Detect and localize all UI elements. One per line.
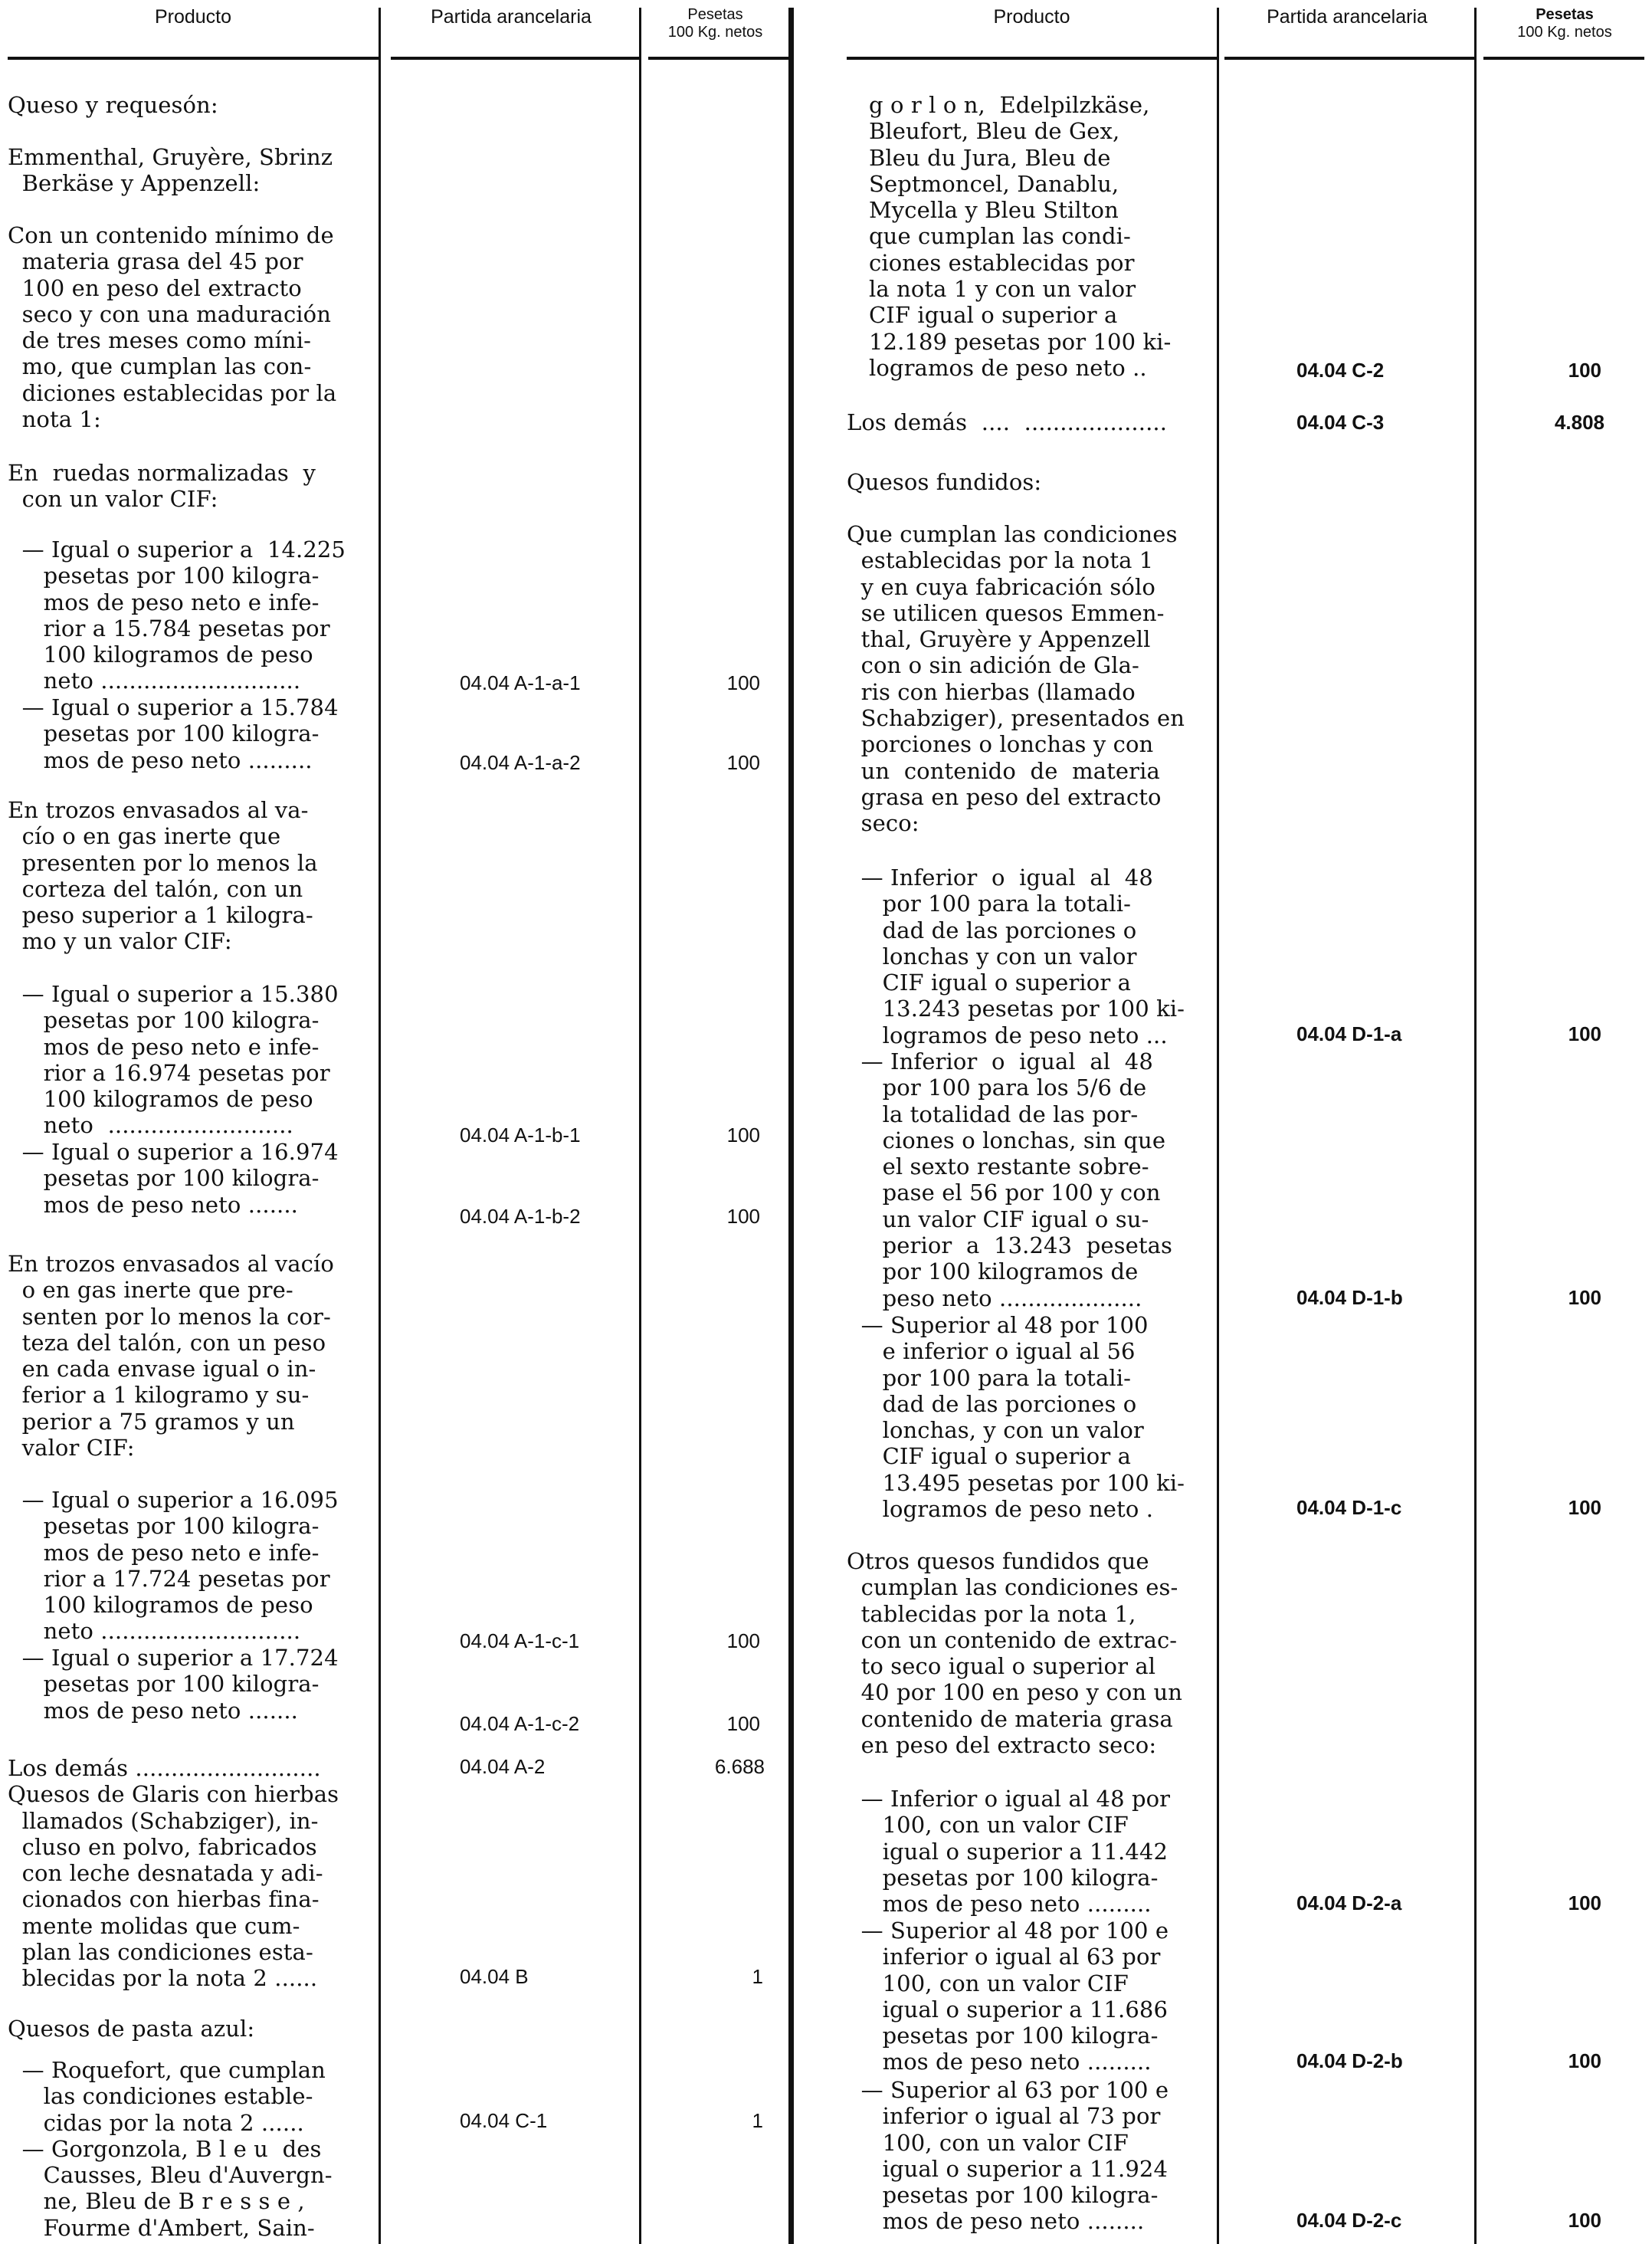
header-rule-3 xyxy=(648,57,788,60)
product-text: g o r l o n, Edelpilzkäse, Bleufort, Bleu de Gex, Bleu du Jura, Bleu de Septmoncel, Danablu, Mycella y Bleu Stilton que cumplan las condi- ciones establecidas por la nota 1 y con un valor CIF igual o superior a 12.189 pesetas por 100 ki- logramos de peso neto .. xyxy=(869,92,1172,381)
partida-code: 04.04 C-3 xyxy=(1296,411,1385,434)
partida-code: 04.04 A-1-b-1 xyxy=(460,1124,581,1147)
pesetas-value: 100 xyxy=(726,1124,760,1147)
header-producto-right: Producto xyxy=(993,6,1070,28)
header-rule-2 xyxy=(391,57,639,60)
product-text: — Superior al 48 por 100 e inferior o igual al 63 por 100, con un valor CIF igual o superior a 11.686 pesetas por 100 kilogra- mos de peso neto ......... xyxy=(860,1918,1169,2075)
partida-code: 04.04 B xyxy=(460,1965,529,1988)
header-kg-label: 100 Kg. netos xyxy=(1517,24,1612,41)
product-text: — Inferior o igual al 48 por 100 para la totali- dad de las porciones o lonchas y con un valor CIF igual o superior a 13.243 pesetas por 100 ki- logramos de peso neto ... xyxy=(860,864,1185,1048)
product-text: — Superior al 48 por 100 e inferior o igual al 56 por 100 para la totali- dad de las porciones o lonchas, y con un valor CIF igual o superior a 13.495 pesetas por 100 ki- logramos de peso neto . xyxy=(860,1312,1185,1523)
product-text: Quesos de pasta azul: xyxy=(8,2016,255,2042)
pesetas-value: 100 xyxy=(726,1629,760,1652)
rule-right-product xyxy=(1217,8,1219,2244)
rule-left-product xyxy=(379,8,381,2244)
pesetas-value: 100 xyxy=(1568,2049,1601,2072)
pesetas-value: 100 xyxy=(1568,359,1601,382)
product-text: Quesos fundidos: xyxy=(847,469,1042,495)
product-text: Los demás .... .................... xyxy=(847,409,1168,435)
partida-code: 04.04 A-1-c-2 xyxy=(460,1712,580,1735)
product-text: — Inferior o igual al 48 por 100 para los 5/6 de la totalidad de las por- ciones o lonchas, sin que el sexto restante sobre- pase el 56 por 100 y con un valor CIF igual o su- perior a 13.243 pesetas por 100 kilogramos de peso neto .................... xyxy=(860,1048,1173,1311)
product-text: En trozos envasados al va- cío o en gas inerte que presenten por lo menos la corteza del talón, con un peso superior a 1 kilogra- mo y un valor CIF: xyxy=(8,797,318,955)
pesetas-value: 4.808 xyxy=(1554,411,1604,434)
product-text: — Roquefort, que cumplan las condiciones estable- cidas por la nota 2 ...... — Gorgonzola, B l e u des Causses, Bleu d'Auvergn- ne, Bleu de B r e s s e , Fourme d'Ambert, Sain- xyxy=(21,2057,333,2241)
pesetas-value: 100 xyxy=(1568,1022,1601,1045)
header-partida-left: Partida arancelaria xyxy=(431,6,592,28)
partida-code: 04.04 D-2-c xyxy=(1296,2209,1402,2232)
pesetas-value: 100 xyxy=(1568,1891,1601,1914)
product-text: Los demás .......................... Quesos de Glaris con hierbas llamados (Schabziger), in- cluso en polvo, fabricados con leche desnatada y adi- cionados con hierbas fina- mente molidas que cum- plan las condiciones esta- blecidas por la nota 2 ...... xyxy=(8,1755,339,1992)
product-text: — Igual o superior a 17.724 pesetas por 100 kilogra- mos de peso neto ....... xyxy=(21,1645,339,1724)
product-text: Emmenthal, Gruyère, Sbrinz Berkäse y Appenzell: xyxy=(8,144,333,197)
header-rule-6 xyxy=(1483,57,1644,60)
pesetas-value: 100 xyxy=(1568,2209,1601,2232)
partida-code: 04.04 A-1-a-2 xyxy=(460,751,581,774)
pesetas-value: 100 xyxy=(1568,1286,1601,1309)
product-text: — Igual o superior a 14.225 pesetas por 100 kilogra- mos de peso neto e infe- rior a 15.784 pesetas por 100 kilogramos de peso neto ............................ xyxy=(21,536,346,694)
partida-code: 04.04 A-1-b-2 xyxy=(460,1205,581,1228)
header-pesetas-label: Pesetas xyxy=(687,6,743,23)
product-text: Con un contenido mínimo de materia grasa del 45 por 100 en peso del extracto seco y con una maduración de tres meses como míni- mo, que cumplan las con- diciones establecidas por la nota 1: xyxy=(8,222,337,433)
header-rule-5 xyxy=(1224,57,1474,60)
product-text: En ruedas normalizadas y con un valor CIF: xyxy=(8,460,316,513)
partida-code: 04.04 D-1-a xyxy=(1296,1022,1402,1045)
product-text: — Igual o superior a 16.095 pesetas por 100 kilogra- mos de peso neto e infe- rior a 17.724 pesetas por 100 kilogramos de peso neto ............................ xyxy=(21,1487,339,1645)
pesetas-value: 100 xyxy=(726,1205,760,1228)
header-producto-left: Producto xyxy=(154,6,232,28)
product-text: Que cumplan las condiciones establecidas por la nota 1 y en cuya fabricación sólo se utilicen quesos Emmen- thal, Gruyère y Appenzell con o sin adición de Gla- ris con hierbas (llamado Schabziger), presentados en porciones o lonchas y con un contenido de materia grasa en peso del extracto seco: xyxy=(847,521,1185,837)
product-text: — Igual o superior a 15.784 pesetas por 100 kilogra- mos de peso neto ......... xyxy=(21,694,339,773)
pesetas-value: 6.688 xyxy=(714,1755,765,1778)
pesetas-value: 1 xyxy=(752,1965,763,1988)
product-text: — Igual o superior a 16.974 pesetas por 100 kilogra- mos de peso neto ....... xyxy=(21,1139,339,1218)
header-pesetas-label: Pesetas xyxy=(1536,6,1594,23)
partida-code: 04.04 D-2-a xyxy=(1296,1891,1402,1914)
header-partida-right: Partida arancelaria xyxy=(1267,6,1427,28)
partida-code: 04.04 D-2-b xyxy=(1296,2049,1403,2072)
pesetas-value: 100 xyxy=(1568,1496,1601,1519)
product-text: — Igual o superior a 15.380 pesetas por 100 kilogra- mos de peso neto e infe- rior a 16.974 pesetas por 100 kilogramos de peso neto .......................... xyxy=(21,981,339,1139)
partida-code: 04.04 C-1 xyxy=(460,2109,548,2132)
partida-code: 04.04 A-2 xyxy=(460,1755,546,1778)
partida-code: 04.04 C-2 xyxy=(1296,359,1385,382)
pesetas-value: 1 xyxy=(752,2109,763,2132)
header-rule-1 xyxy=(8,57,379,60)
pesetas-value: 100 xyxy=(726,751,760,774)
product-text: — Inferior o igual al 48 por 100, con un valor CIF igual o superior a 11.442 pesetas por 100 kilogra- mos de peso neto ......... xyxy=(860,1786,1171,1918)
partida-code: 04.04 A-1-a-1 xyxy=(460,671,581,694)
header-pesetas-left xyxy=(642,6,788,41)
rule-center xyxy=(788,8,794,2244)
partida-code: 04.04 D-1-b xyxy=(1296,1286,1403,1309)
header-rule-4 xyxy=(847,57,1217,60)
header-kg-label: 100 Kg. netos xyxy=(667,24,763,41)
partida-code: 04.04 D-1-c xyxy=(1296,1496,1402,1519)
partida-code: 04.04 A-1-c-1 xyxy=(460,1629,580,1652)
rule-left-partida xyxy=(639,8,641,2244)
product-text: Otros quesos fundidos que cumplan las condiciones es- tablecidas por la nota 1, con un contenido de extrac- to seco igual o superior al 40 por 100 en peso y con un contenido de materia grasa en peso del extracto seco: xyxy=(847,1548,1183,1759)
header-pesetas-right xyxy=(1479,6,1650,41)
pesetas-value: 100 xyxy=(726,1712,760,1735)
rule-right-partida xyxy=(1474,8,1477,2244)
product-text: — Superior al 63 por 100 e inferior o igual al 73 por 100, con un valor CIF igual o superior a 11.924 pesetas por 100 kilogra- mos de peso neto ........ xyxy=(860,2077,1169,2235)
product-text: En trozos envasados al vacío o en gas inerte que pre- senten por lo menos la cor- teza del talón, con un peso en cada envase igual o in- ferior a 1 kilogramo y su- perior a 75 gramos y un valor CIF: xyxy=(8,1251,334,1462)
pesetas-value: 100 xyxy=(726,671,760,694)
product-text: Queso y requesón: xyxy=(8,92,218,118)
